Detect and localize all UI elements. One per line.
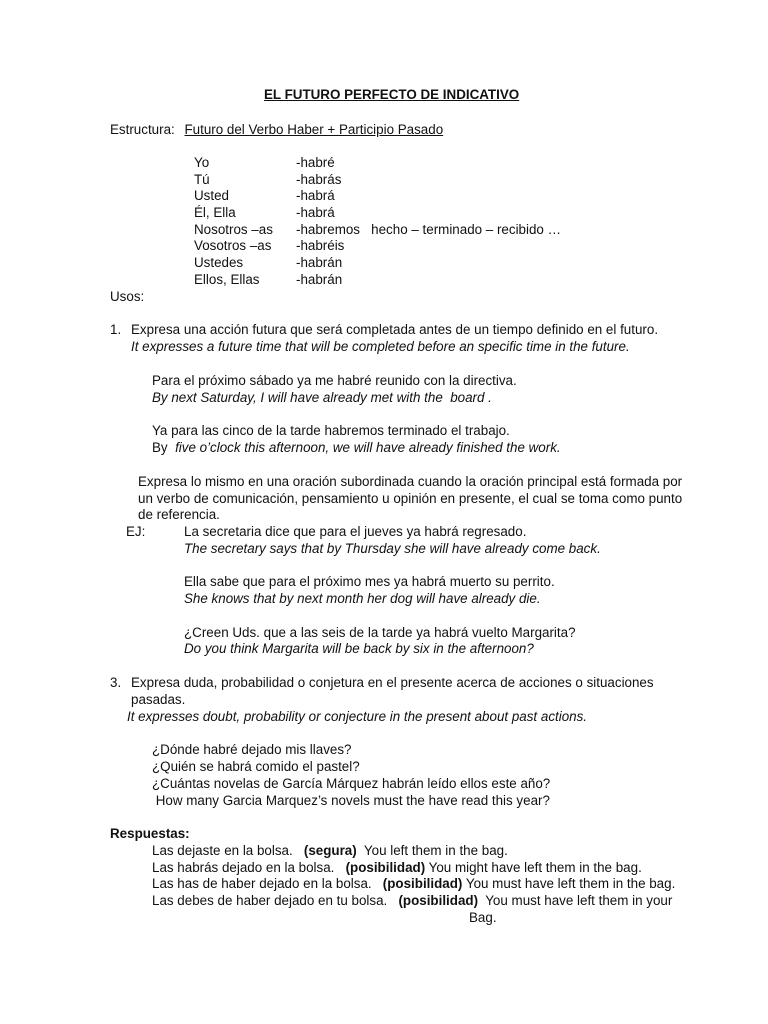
use1-en: It expresses a future time that will be completed before an specific time in the future. — [131, 339, 630, 354]
use3-q2: ¿Quién se habrá comido el pastel? — [152, 759, 360, 774]
use3-q1: ¿Dónde habré dejado mis llaves? — [152, 742, 352, 757]
structure-formula: Futuro del Verbo Haber + Participio Pasado — [184, 122, 444, 137]
use2-line1: Expresa lo mismo en una oración subordinada cuando la oración principal está formada por — [138, 474, 683, 489]
answer-tag: (posibilidad) — [398, 893, 479, 908]
use2-ex1-en: The secretary says that by Thursday she will have already come back. — [184, 541, 601, 556]
conj-form-0: -habré — [296, 155, 335, 170]
use3-q3: ¿Cuántas novelas de García Márquez habrán leído ellos este año? — [152, 776, 551, 791]
conj-pronoun-5: Vosotros –as — [194, 238, 272, 253]
use1-ex2-en-by: By — [152, 440, 172, 455]
answer-en: You must have left them in your — [478, 893, 673, 908]
page-title: EL FUTURO PERFECTO DE INDICATIVO — [264, 87, 520, 102]
answer-es: Las has de haber dejado en la bolsa. — [152, 876, 383, 891]
use2-line2: un verbo de comunicación, pensamiento u opinión en presente, el cual se toma como punto — [138, 491, 683, 506]
answer-en: You might have left them in the bag. — [425, 860, 642, 875]
conj-pronoun-3: Él, Ella — [194, 205, 236, 220]
conj-form-3: -habrá — [296, 205, 335, 220]
use2-ex3-en: Do you think Margarita will be back by six in the afternoon? — [184, 641, 534, 656]
answer-last-wrap: Bag. — [469, 910, 497, 925]
use2-ex2-en: She knows that by next month her dog will have already die. — [184, 591, 541, 606]
answer-row — [152, 875, 675, 892]
conj-form-5: -habréis — [296, 238, 345, 253]
conj-form-4: -habremos hecho – terminado – recibido … — [296, 222, 561, 237]
answer-row — [152, 892, 672, 909]
use2-ej-label: EJ: — [126, 524, 146, 539]
use1-ex2-en — [152, 439, 561, 456]
answer-en: You left them in the bag. — [356, 843, 508, 858]
use1-es: Expresa una acción futura que será completada antes de un tiempo definido en el futuro. — [131, 322, 659, 337]
use3-number: 3. — [110, 675, 122, 690]
conj-form-6: -habrán — [296, 255, 343, 270]
conj-pronoun-7: Ellos, Ellas — [194, 272, 260, 287]
use2-ex1-es: La secretaria dice que para el jueves ya habrá regresado. — [184, 524, 527, 539]
conj-form-2: -habrá — [296, 188, 335, 203]
use2-ex3-es: ¿Creen Uds. que a las seis de la tarde ya habrá vuelto Margarita? — [184, 625, 576, 640]
use1-ex1-es: Para el próximo sábado ya me habré reunido con la directiva. — [152, 373, 517, 388]
use3-q3-en: How many Garcia Marquez’s novels must the have read this year? — [152, 793, 550, 808]
use3-line2: pasadas. — [131, 692, 186, 707]
structure-line — [110, 121, 443, 138]
usos-label: Usos: — [110, 289, 145, 304]
answer-row — [152, 842, 508, 859]
use1-ex2-es: Ya para las cinco de la tarde habremos terminado el trabajo. — [152, 423, 510, 438]
use3-en: It expresses doubt, probability or conjecture in the present about past actions. — [127, 709, 588, 724]
conj-form-1: -habrás — [296, 172, 342, 187]
structure-label: Estructura: — [110, 122, 175, 137]
conj-pronoun-4: Nosotros –as — [194, 222, 273, 237]
answer-en: You must have left them in the bag. — [462, 876, 676, 891]
answer-es: Las habrás dejado en la bolsa. — [152, 860, 346, 875]
use3-line1: Expresa duda, probabilidad o conjetura en el presente acerca de acciones o situaciones — [131, 675, 654, 690]
answer-tag: (segura) — [303, 843, 357, 858]
use1-ex2-en-rest: five o’clock this afternoon, we will have already finished the work. — [171, 440, 561, 455]
conj-pronoun-2: Usted — [194, 188, 229, 203]
answer-row — [152, 859, 642, 876]
conj-pronoun-0: Yo — [194, 155, 210, 170]
answer-tag: (posibilidad) — [382, 876, 463, 891]
use1-ex1-en: By next Saturday, I will have already met with the board . — [152, 390, 492, 405]
conj-form-7: -habrán — [296, 272, 343, 287]
conj-pronoun-1: Tú — [194, 172, 210, 187]
answer-es: Las debes de haber dejado en tu bolsa. — [152, 893, 399, 908]
use1-number: 1. — [110, 322, 122, 337]
answers-label: Respuestas: — [110, 826, 190, 841]
use2-ex2-es: Ella sabe que para el próximo mes ya habrá muerto su perrito. — [184, 574, 555, 589]
answer-tag: (posibilidad) — [345, 860, 426, 875]
answer-es: Las dejaste en la bolsa. — [152, 843, 304, 858]
conj-pronoun-6: Ustedes — [194, 255, 244, 270]
use2-line3: de referencia. — [138, 507, 220, 522]
